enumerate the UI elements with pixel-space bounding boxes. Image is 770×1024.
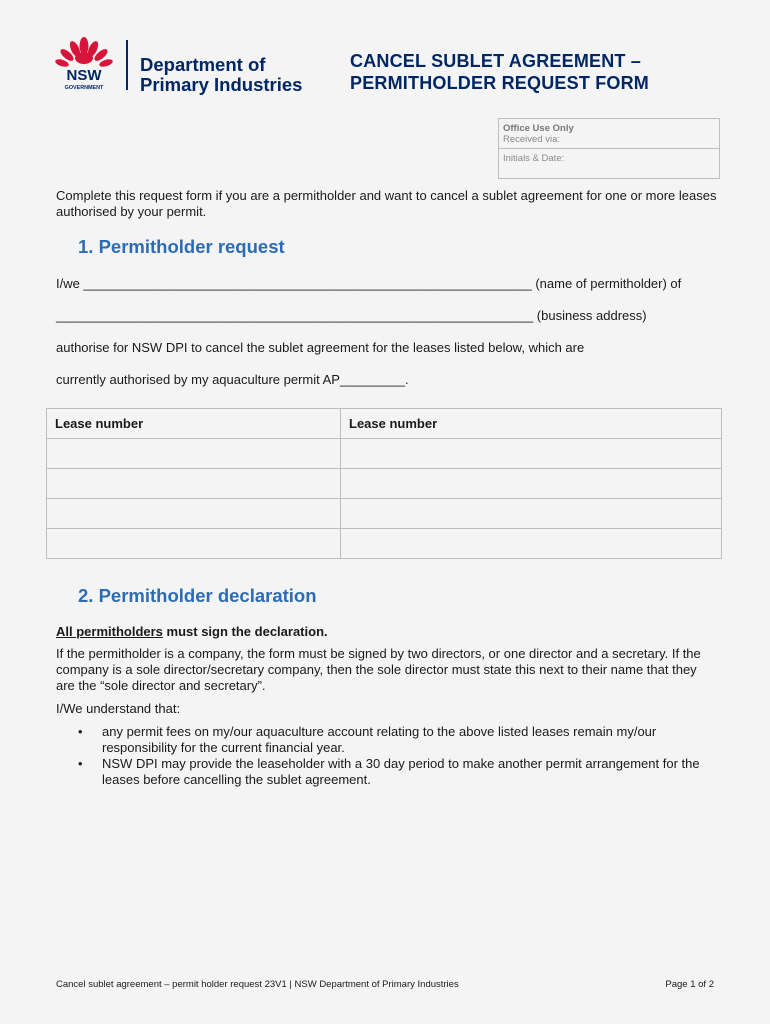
lease-number-cell[interactable] bbox=[47, 469, 341, 499]
must-sign-notice: All permitholders must sign the declaration. bbox=[56, 624, 328, 639]
section-2-heading: 2. Permitholder declaration bbox=[78, 585, 317, 606]
department-name: Department of Primary Industries bbox=[140, 54, 303, 95]
office-use-box bbox=[498, 118, 720, 179]
list-item: • NSW DPI may provide the leaseholder with a 30 day period to make another permit arrangement for the leases before cancelling the sublet agreement. bbox=[78, 756, 700, 787]
bullet-icon: • bbox=[78, 756, 83, 771]
business-address-line[interactable]: __________________________________________________________________ (business address) bbox=[56, 308, 647, 323]
table-row bbox=[47, 439, 722, 469]
form-title: CANCEL SUBLET AGREEMENT – PERMITHOLDER REQUEST FORM bbox=[350, 51, 650, 93]
lease-number-header: Lease number bbox=[341, 409, 722, 439]
nsw-waratah-logo bbox=[54, 36, 114, 92]
lease-number-cell[interactable] bbox=[47, 529, 341, 559]
company-signing-paragraph: If the permitholder is a company, the form must be signed by two directors, or one director and a secretary. If the company is a sole director/secretary company, then the sole director must state this next to their name that they are the “sole director and secretary”. bbox=[56, 646, 701, 693]
lease-number-cell[interactable] bbox=[341, 469, 722, 499]
initials-date-field[interactable]: Initials & Date: bbox=[503, 153, 565, 164]
list-item: • any permit fees on my/our aquaculture account relating to the above listed leases remain my/our responsibility for the current financial year. bbox=[78, 724, 657, 755]
permit-number-line[interactable]: currently authorised by my aquaculture permit AP_________. bbox=[56, 372, 409, 387]
permitholder-name-line[interactable]: I/we ______________________________________________________________ (name of permitholder) of bbox=[56, 276, 682, 291]
intro-text: Complete this request form if you are a permitholder and want to cancel a sublet agreement for one or more leases authorised by your permit. bbox=[56, 188, 717, 219]
lease-number-cell[interactable] bbox=[341, 529, 722, 559]
authorise-text: authorise for NSW DPI to cancel the sublet agreement for the leases listed below, which are bbox=[56, 340, 585, 355]
logo-divider bbox=[126, 40, 128, 90]
declaration-list bbox=[56, 724, 716, 788]
footer-document-info: Cancel sublet agreement – permit holder request 23V1 | NSW Department of Primary Industries bbox=[56, 979, 459, 990]
lease-number-cell[interactable] bbox=[341, 439, 722, 469]
lease-number-cell[interactable] bbox=[47, 439, 341, 469]
svg-text:NSW: NSW bbox=[66, 67, 102, 84]
table-row bbox=[47, 529, 722, 559]
bullet-icon: • bbox=[78, 724, 83, 739]
lease-number-header: Lease number bbox=[47, 409, 341, 439]
table-row bbox=[47, 469, 722, 499]
page-number: Page 1 of 2 bbox=[665, 979, 714, 990]
office-use-title: Office Use Only bbox=[503, 123, 574, 134]
received-via-field[interactable]: Received via: bbox=[503, 134, 561, 145]
lease-table bbox=[46, 408, 722, 559]
section-1-heading: 1. Permitholder request bbox=[78, 236, 285, 257]
lease-number-cell[interactable] bbox=[341, 499, 722, 529]
lease-table-header bbox=[47, 409, 722, 439]
lease-number-cell[interactable] bbox=[47, 499, 341, 529]
table-row bbox=[47, 499, 722, 529]
svg-text:GOVERNMENT: GOVERNMENT bbox=[64, 85, 104, 91]
understand-text: I/We understand that: bbox=[56, 701, 181, 716]
